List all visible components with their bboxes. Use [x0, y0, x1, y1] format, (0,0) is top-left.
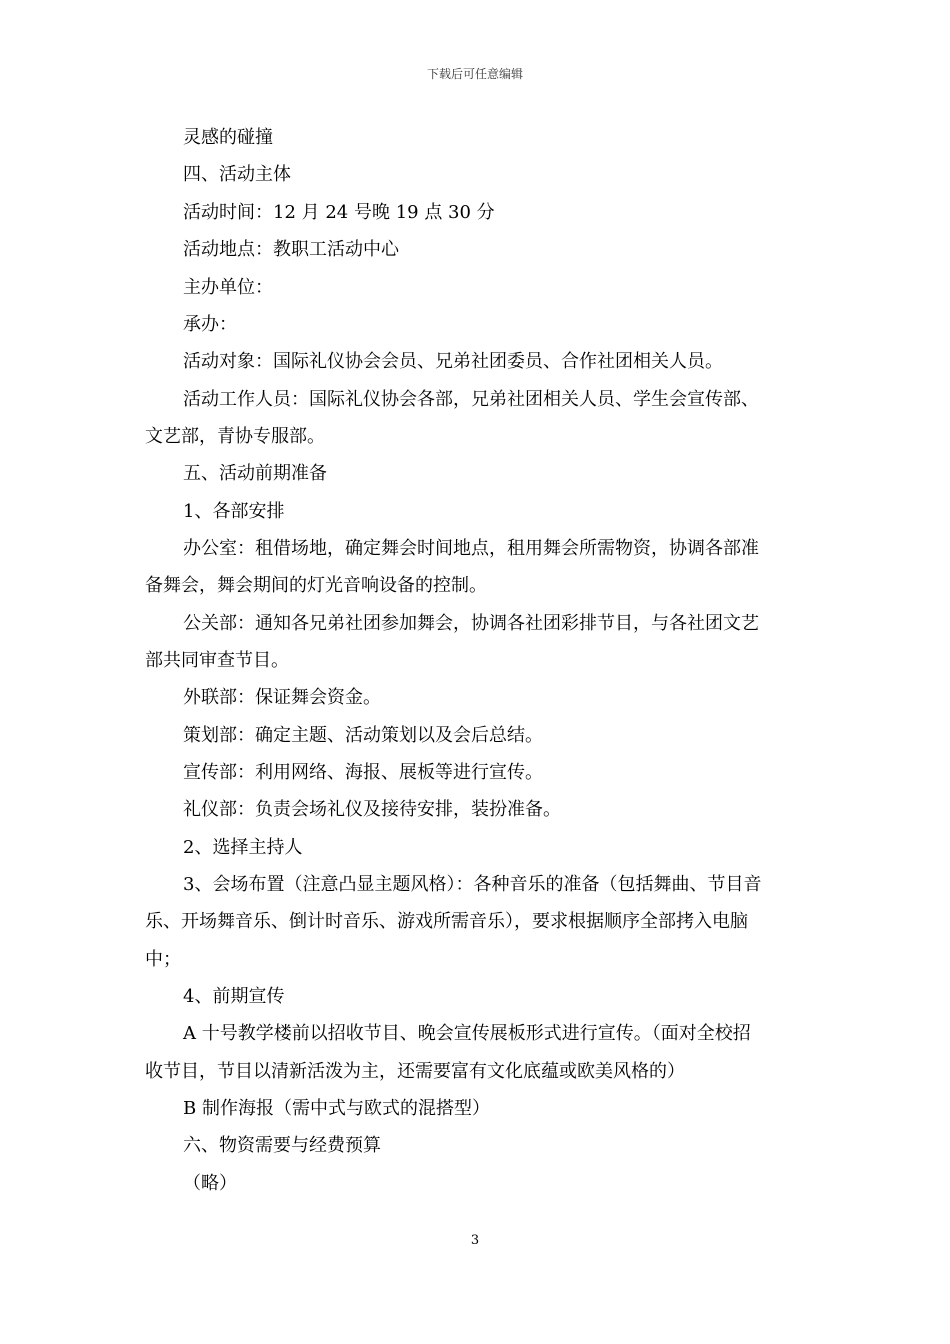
paragraph-line: 活动工作人员：国际礼仪协会各部，兄弟社团相关人员、学生会宣传部、: [183, 389, 759, 410]
paragraph-line: 文艺部，青协专服部。: [145, 426, 325, 447]
subsection-heading: 4、前期宣传: [183, 986, 285, 1007]
paragraph-line: （略）: [183, 1173, 237, 1194]
subsection-heading: 2、选择主持人: [183, 837, 303, 858]
section-heading: 五、活动前期准备: [183, 463, 327, 484]
paragraph-line: 宣传部：利用网络、海报、展板等进行宣传。: [183, 762, 543, 783]
section-heading: 四、活动主体: [183, 164, 291, 185]
paragraph-line: 承办：: [183, 314, 237, 335]
paragraph-line: 活动时间：12 月 24 号晚 19 点 30 分: [183, 202, 495, 223]
paragraph-line: 灵感的碰撞: [183, 127, 273, 148]
paragraph-line: 部共同审查节目。: [145, 650, 289, 671]
paragraph-line: 中；: [145, 949, 181, 970]
paragraph-line: 收节目，节目以清新活泼为主，还需要富有文化底蕴或欧美风格的）: [145, 1061, 685, 1082]
paragraph-line: 礼仪部：负责会场礼仪及接待安排，装扮准备。: [183, 799, 561, 820]
subsection-heading: 1、各部安排: [183, 501, 285, 522]
paragraph-line: 公关部：通知各兄弟社团参加舞会，协调各社团彩排节目，与各社团文艺: [183, 613, 759, 634]
paragraph-line: 3、会场布置（注意凸显主题风格）：各种音乐的准备（包括舞曲、节目音: [183, 874, 762, 895]
paragraph-line: 活动对象：国际礼仪协会会员、兄弟社团委员、合作社团相关人员。: [183, 351, 723, 372]
section-heading: 六、物资需要与经费预算: [183, 1135, 381, 1156]
page-number: 3: [470, 1233, 480, 1248]
paragraph-line: 策划部：确定主题、活动策划以及会后总结。: [183, 725, 543, 746]
paragraph-line: B 制作海报（需中式与欧式的混搭型）: [183, 1098, 490, 1119]
page-header-note: 下载后可任意编辑: [426, 67, 523, 81]
paragraph-line: 备舞会，舞会期间的灯光音响设备的控制。: [145, 575, 487, 596]
paragraph-line: A 十号教学楼前以招收节目、晚会宣传展板形式进行宣传。（面对全校招: [183, 1023, 751, 1044]
paragraph-line: 主办单位：: [183, 277, 273, 298]
paragraph-line: 乐、开场舞音乐、倒计时音乐、游戏所需音乐），要求根据顺序全部拷入电脑: [145, 911, 748, 932]
paragraph-line: 外联部：保证舞会资金。: [183, 687, 381, 708]
paragraph-line: 办公室：租借场地，确定舞会时间地点，租用舞会所需物资，协调各部准: [183, 538, 759, 559]
paragraph-line: 活动地点：教职工活动中心: [183, 239, 399, 260]
